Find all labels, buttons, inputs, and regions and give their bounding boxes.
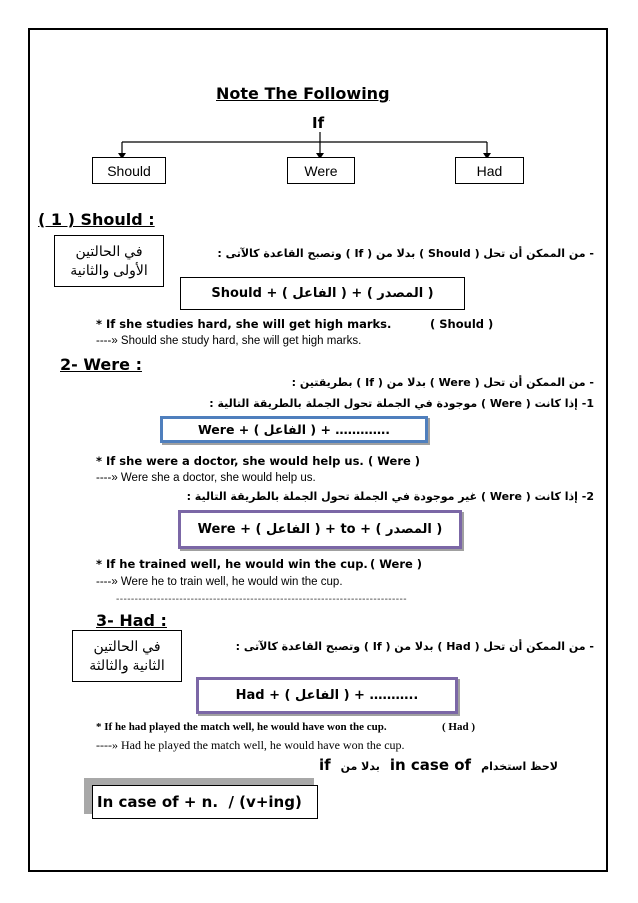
incase-formula-box — [92, 785, 318, 819]
were-example1-tag: ( Were ) — [368, 454, 421, 468]
should-cases-box — [54, 235, 164, 287]
should-rule-text: - من الممكن أن تحل ( Should ) بدلا من ( If ) وتصبح القاعدة كالآتى : — [217, 247, 594, 260]
were-formula1: Were + ( الفاعل ) + …………. — [197, 422, 391, 437]
section-divider: ------------------------------------------------------------------------------ — [116, 594, 407, 605]
incase-note-use: لاحظ استخدام — [481, 760, 558, 773]
incase-note-incase: in case of — [389, 756, 472, 774]
had-rule-text: - من الممكن أن تحل ( Had ) بدلا من ( If ) وتصبح القاعدة كالآتى : — [235, 640, 594, 653]
were-example2-tag: ( Were ) — [370, 557, 423, 571]
should-formula: Should + ( الفاعل ) + ( المصدر ) — [211, 286, 434, 301]
cases-line: في الحالتين — [93, 638, 161, 654]
incase-note-instead: بدلا من — [340, 760, 380, 773]
were-formula1-box — [160, 416, 428, 443]
should-formula-box — [180, 277, 465, 310]
tree-root: If — [312, 114, 325, 132]
tree-branch-label: Had — [476, 162, 503, 179]
incase-note-if: if — [318, 756, 331, 774]
had-example: * If he had played the match well, he would have won the cup. — [96, 721, 387, 733]
cases-line: الثانية والثالثة — [89, 657, 165, 673]
were-formula2-box — [178, 510, 462, 549]
were-formula2: Were + ( الفاعل ) + to + ( المصدر ) — [197, 522, 443, 537]
had-cases-box — [72, 630, 182, 682]
tree-branch-were — [287, 157, 355, 184]
should-example: * If she studies hard, she will get high marks. — [96, 317, 392, 331]
cases-line: الأولى والثانية — [70, 262, 148, 278]
had-heading: 3- Had : — [96, 611, 167, 630]
cases-line: في الحالتين — [75, 243, 143, 259]
were-example2: * If he trained well, he would win the cup. — [96, 557, 368, 571]
incase-formula: In case of + n. / (v+ing) — [97, 793, 302, 811]
had-formula-box — [196, 677, 458, 714]
were-answer1: ----» Were she a doctor, she would help us. — [96, 472, 316, 484]
were-way2-text: 2- إذا كانت ( Were ) غير موجودة في الجملة تحول الجملة بالطريقة التالية : — [186, 490, 594, 503]
had-formula: Had + ( الفاعل ) + ……….. — [235, 688, 419, 703]
should-example-tag: ( Should ) — [430, 317, 494, 331]
were-heading: 2- Were : — [60, 355, 142, 374]
page-title: Note The Following — [216, 84, 390, 103]
tree-branch-label: Should — [107, 162, 151, 179]
tree-branch-had — [455, 157, 524, 184]
tree-branch-label: Were — [304, 162, 338, 179]
were-answer2: ----» Were he to train well, he would win the cup. — [96, 576, 343, 588]
were-example1: * If she were a doctor, she would help us. — [96, 454, 364, 468]
were-way1-text: 1- إذا كانت ( Were ) موجودة في الجملة تحول الجملة بالطريقة التالية : — [209, 397, 594, 410]
tree-branch-should — [92, 157, 166, 184]
should-answer: ----» Should she study hard, she will get high marks. — [96, 335, 362, 347]
were-rule-text: - من الممكن أن تحل ( Were ) بدلا من ( If ) بطريقتين : — [291, 376, 594, 389]
should-heading: ( 1 ) Should : — [38, 210, 155, 229]
had-example-tag: ( Had ) — [442, 721, 475, 733]
incase-note — [319, 756, 558, 774]
had-answer: ----» Had he played the match well, he would have won the cup. — [96, 738, 405, 752]
